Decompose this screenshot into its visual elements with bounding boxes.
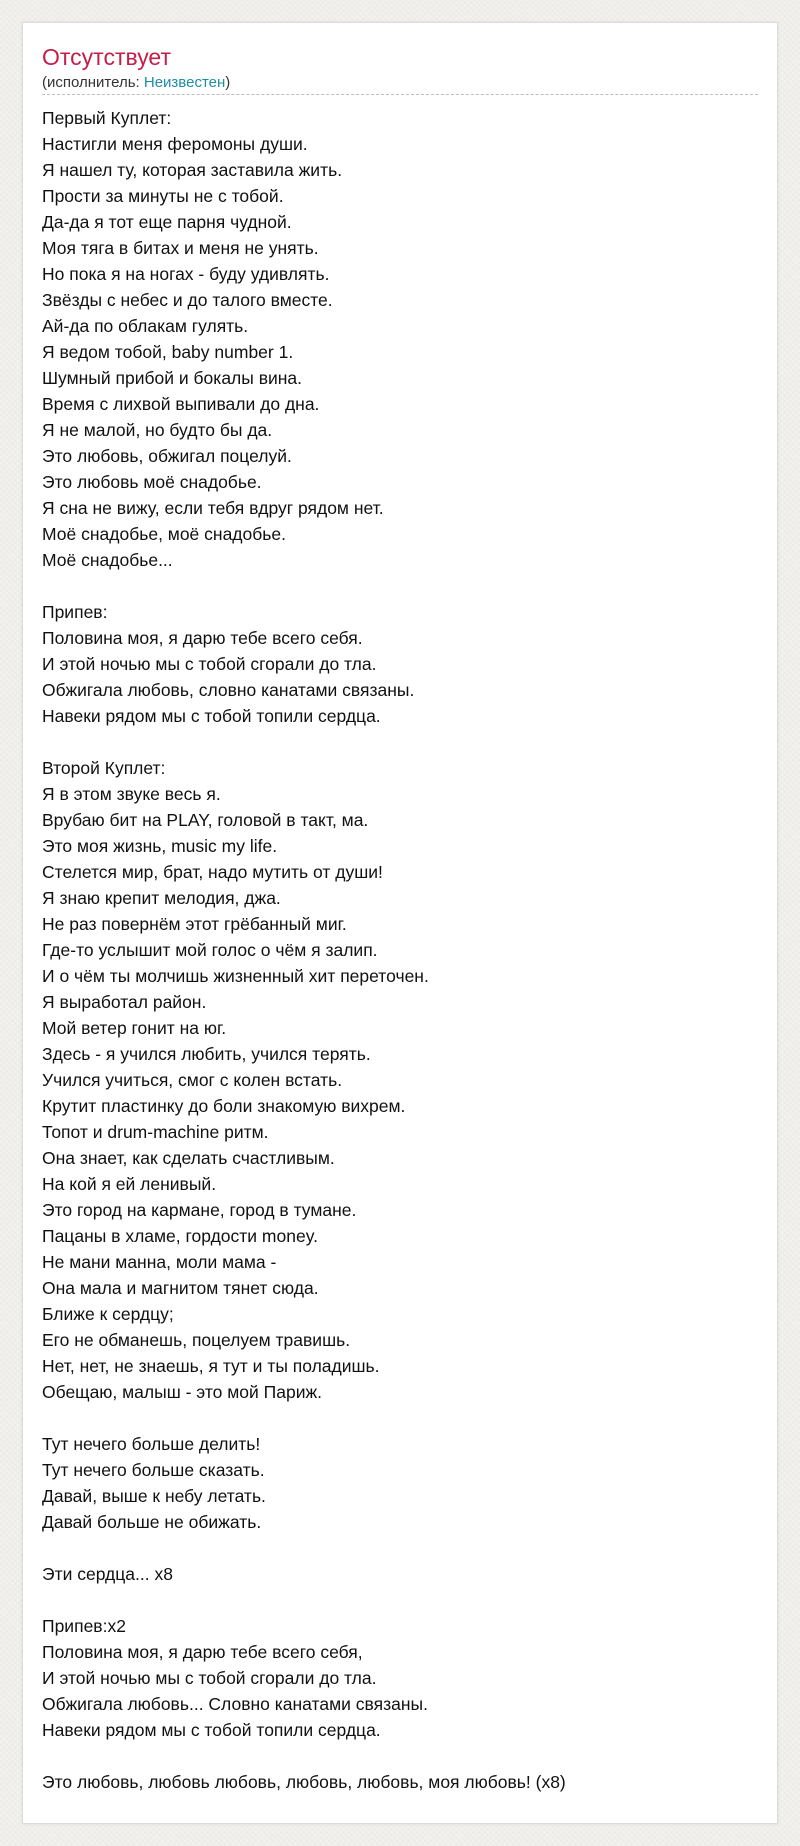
lyric-line: Навеки рядом мы с тобой топили сердца. — [42, 1720, 381, 1740]
lyric-line: Не мани манна, моли мама - — [42, 1252, 277, 1272]
lyric-line: Обещаю, малыш - это мой Париж. — [42, 1382, 323, 1402]
lyric-line: Тут нечего больше сказать. — [42, 1460, 265, 1480]
lyric-line: Прости за минуты не с тобой. — [42, 186, 284, 206]
lyric-line: И о чём ты молчишь жизненный хит переточен. — [42, 966, 429, 986]
lyric-line: Стелется мир, брат, надо мутить от души! — [42, 862, 383, 882]
lyric-line: Не раз повернём этот грёбанный миг. — [42, 914, 347, 934]
lyric-line — [42, 1587, 758, 1613]
lyrics-card — [22, 22, 778, 1824]
lyric-line: Моё снадобье... — [42, 550, 173, 570]
lyric-line: Но пока я на ногах - буду удивлять. — [42, 264, 330, 284]
lyric-line: Припев: — [42, 602, 108, 622]
lyric-line: Пацаны в хламе, гордости money. — [42, 1226, 319, 1246]
lyric-line: Это любовь, обжигал поцелуй. — [42, 446, 292, 466]
lyric-line — [42, 573, 758, 599]
lyric-line: Его не обманешь, поцелуем травишь. — [42, 1330, 351, 1350]
lyric-line: Половина моя, я дарю тебе всего себя. — [42, 628, 363, 648]
lyric-line: Припев:x2 — [42, 1616, 126, 1636]
lyric-line: Настигли меня феромоны души. — [42, 134, 308, 154]
artist-line — [42, 74, 230, 92]
lyric-line: Ближе к сердцу; — [42, 1304, 174, 1324]
lyric-line: Это моя жизнь, music my life. — [42, 836, 278, 856]
lyric-line: Ай-да по облакам гулять. — [42, 316, 249, 336]
lyric-line: Моя тяга в битах и меня не унять. — [42, 238, 319, 258]
lyric-line: Обжигала любовь, словно канатами связаны. — [42, 680, 415, 700]
lyric-line: Я не малой, но будто бы да. — [42, 420, 273, 440]
artist-prefix: (исполнитель: — [42, 74, 144, 91]
lyric-line: Да-да я тот еще парня чудной. — [42, 212, 292, 232]
lyric-line: Я выработал район. — [42, 992, 207, 1012]
lyric-line: Топот и drum-machine ритм. — [42, 1122, 269, 1142]
lyric-line — [42, 729, 758, 755]
lyric-line: Я в этом звуке весь я. — [42, 784, 221, 804]
lyric-line: Время с лихвой выпивали до дна. — [42, 394, 320, 414]
lyric-line — [42, 1743, 758, 1769]
title-divider — [42, 94, 758, 95]
lyrics-text — [42, 105, 758, 1795]
lyric-line: Шумный прибой и бокалы вина. — [42, 368, 303, 388]
lyric-line: Первый Куплет: — [42, 108, 172, 128]
lyric-line: Обжигала любовь... Словно канатами связаны. — [42, 1694, 428, 1714]
lyric-line: Я ведом тобой, baby number 1. — [42, 342, 294, 362]
lyric-line: Половина моя, я дарю тебе всего себя, — [42, 1642, 363, 1662]
lyric-line: И этой ночью мы с тобой сгорали до тла. — [42, 1668, 377, 1688]
artist-link[interactable]: Неизвестен — [143, 74, 226, 91]
lyric-line: Второй Куплет: — [42, 758, 166, 778]
lyric-line: Врубаю бит на PLAY, головой в такт, ма. — [42, 810, 369, 830]
lyric-line: Я сна не вижу, если тебя вдруг рядом нет. — [42, 498, 384, 518]
lyric-line: Нет, нет, не знаешь, я тут и ты поладишь. — [42, 1356, 380, 1376]
lyric-line: Здесь - я учился любить, учился терять. — [42, 1044, 371, 1064]
lyric-line: Я знаю крепит мелодия, джа. — [42, 888, 281, 908]
lyric-line: Где-то услышит мой голос о чём я залип. — [42, 940, 378, 960]
artist-suffix: ) — [225, 74, 231, 91]
lyric-line: Давай больше не обижать. — [42, 1512, 262, 1532]
lyric-line: На кой я ей ленивый. — [42, 1174, 217, 1194]
lyric-line: Я нашел ту, которая заставила жить. — [42, 160, 343, 180]
lyric-line: Давай, выше к небу летать. — [42, 1486, 266, 1506]
lyric-line — [42, 1405, 758, 1431]
lyric-line: И этой ночью мы с тобой сгорали до тла. — [42, 654, 377, 674]
lyric-line: Моё снадобье, моё снадобье. — [42, 524, 286, 544]
lyric-line — [42, 1535, 758, 1561]
lyric-line: Учился учиться, смог с колен встать. — [42, 1070, 343, 1090]
lyric-line: Это город на кармане, город в тумане. — [42, 1200, 357, 1220]
lyric-line: Тут нечего больше делить! — [42, 1434, 261, 1454]
lyric-line: Навеки рядом мы с тобой топили сердца. — [42, 706, 381, 726]
lyric-line: Она мала и магнитом тянет сюда. — [42, 1278, 319, 1298]
lyric-line: Это любовь моё снадобье. — [42, 472, 262, 492]
song-title: Отсутствует — [42, 44, 171, 70]
lyric-line: Мой ветер гонит на юг. — [42, 1018, 227, 1038]
lyric-line: Эти сердца... x8 — [42, 1564, 173, 1584]
lyric-line: Она знает, как сделать счастливым. — [42, 1148, 335, 1168]
lyric-line: Звёзды с небес и до талого вместе. — [42, 290, 333, 310]
lyric-line: Это любовь, любовь любовь, любовь, любовь, моя любовь! (x8) — [42, 1772, 566, 1792]
lyric-line: Крутит пластинку до боли знакомую вихрем. — [42, 1096, 406, 1116]
